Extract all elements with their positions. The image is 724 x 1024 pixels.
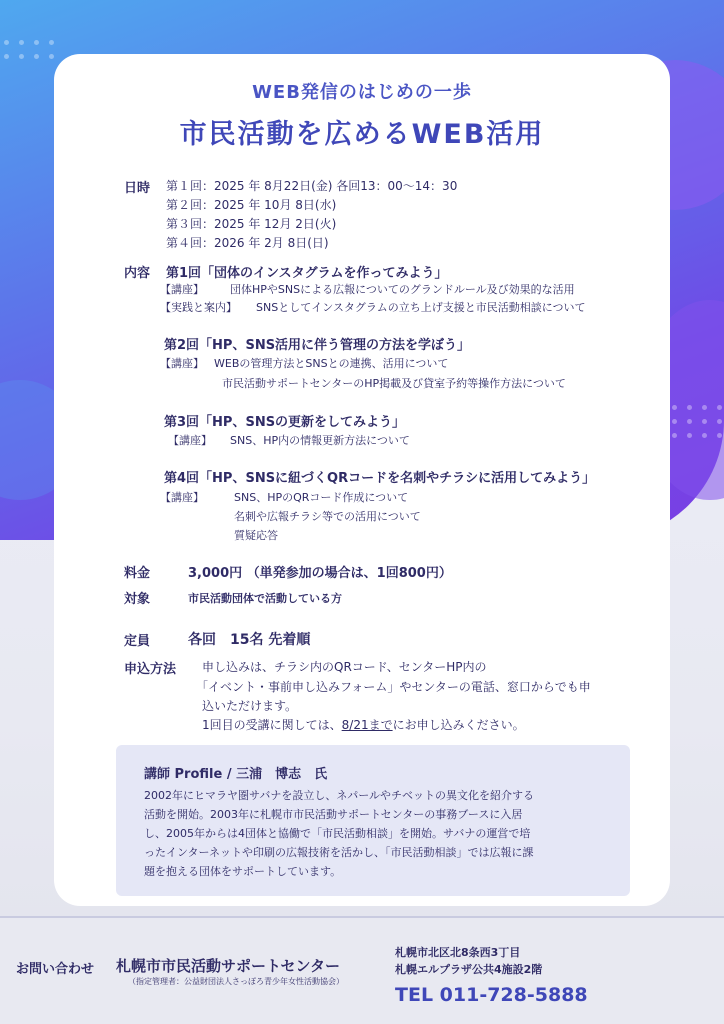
profile-line: 2002年にヒマラヤ圏サバナを設立し、ネパールやチベットの異文化を紹介する — [144, 789, 535, 802]
phone-number[interactable]: TEL 011-728-5888 — [395, 984, 588, 1006]
decorative-dots — [4, 40, 55, 59]
session-text: WEBの管理方法とSNSとの連携、活用について — [214, 357, 449, 370]
session-tag: 【講座】 — [160, 283, 204, 296]
target-value: 市民活動団体で活動している方 — [188, 592, 342, 605]
session-text: SNS、HPのQRコード作成について — [234, 491, 409, 504]
schedule-line: 第４回：2026 年 2月 8日(日) — [166, 236, 329, 250]
flyer-subtitle: WEB発信のはじめの一歩 — [252, 82, 472, 103]
content-label: 内容 — [124, 266, 151, 281]
apply-label: 申込方法 — [124, 662, 177, 677]
schedule-line: 第２回：2025 年 10月 8日(水) — [166, 198, 337, 212]
profile-line: 題を抱える団体をサポートしています。 — [144, 865, 342, 878]
session-tag: 【講座】 — [168, 434, 212, 447]
flyer-title: 市民活動を広めるWEB活用 — [179, 119, 545, 150]
session-text: 団体HPやSNSによる広報についてのグランドルール及び効果的な活用 — [230, 283, 575, 296]
session-text: 名刺や広報チラシ等での活用について — [234, 510, 421, 523]
decorative-dots — [672, 405, 723, 438]
deadline-date: 8/21まで — [341, 718, 393, 732]
capacity-label: 定員 — [124, 634, 151, 649]
address-line: 札幌市北区北8条西3丁目 — [395, 946, 521, 959]
fee-label: 料金 — [124, 566, 151, 581]
session-title: 第1回「団体のインスタグラムを作ってみよう」 — [166, 266, 448, 281]
fee-value: 3,000円 （単発参加の場合は、1回800円） — [188, 566, 452, 581]
profile-line: し、2005年からは4団体と協働で「市民活動相談」を開始。サバナの運営で培 — [144, 827, 531, 840]
schedule-label: 日時 — [124, 181, 151, 196]
footer — [0, 918, 724, 1024]
org-manager: （指定管理者：公益財団法人さっぽろ青少年女性活動協会） — [128, 977, 344, 986]
org-name: 札幌市市民活動サポートセンター — [116, 957, 340, 975]
inquiry-label: お問い合わせ — [16, 962, 95, 977]
session-text: 質疑応答 — [234, 529, 278, 542]
footer-divider — [0, 916, 724, 918]
apply-line: 込いただけます。 — [202, 699, 298, 713]
address-line: 札幌エルプラザ公共4施設2階 — [395, 963, 543, 976]
deadline-prefix: 1回目の受講に関しては、 — [202, 718, 342, 732]
profile-heading: 講師 Profile / 三浦 博志 氏 — [144, 767, 328, 782]
session-tag: 【講座】 — [160, 357, 204, 370]
target-label: 対象 — [124, 592, 151, 607]
profile-line: ったインターネットや印刷の広報技術を活かし、「市民活動相談」では広報に課 — [144, 846, 534, 859]
apply-deadline — [202, 716, 525, 733]
session-text: SNS、HP内の情報更新方法について — [230, 434, 410, 447]
deadline-suffix: にお申し込みください。 — [392, 718, 525, 732]
schedule-line: 第１回：2025 年 8月22日(金) 各回13：00〜14：30 — [166, 179, 458, 193]
session-title: 第3回「HP、SNSの更新をしてみよう」 — [164, 415, 406, 430]
session-text: SNSとしてインスタグラムの立ち上げ支援と市民活動相談について — [256, 301, 586, 314]
capacity-value: 各回 15名 先着順 — [188, 632, 311, 648]
session-tag: 【講座】 — [160, 491, 204, 504]
apply-line: 申し込みは、チラシ内のQRコード、センターHP内の — [202, 660, 487, 674]
session-tag: 【実践と案内】 — [160, 301, 237, 314]
session-title: 第2回「HP、SNS活用に伴う管理の方法を学ぼう」 — [164, 338, 471, 353]
session-text: 市民活動サポートセンターのHP掲載及び貸室予約等操作方法について — [222, 377, 566, 390]
profile-line: 活動を開始。2003年に札幌市市民活動サポートセンターの事務ブースに入居 — [144, 808, 523, 821]
schedule-line: 第３回：2025 年 12月 2日(火) — [166, 217, 337, 231]
apply-line: 「イベント・事前申し込みフォーム」やセンターの電話、窓口からでも申 — [196, 680, 591, 694]
session-title: 第4回「HP、SNSに紐づくQRコードを名刺やチラシに活用してみよう」 — [164, 471, 596, 486]
